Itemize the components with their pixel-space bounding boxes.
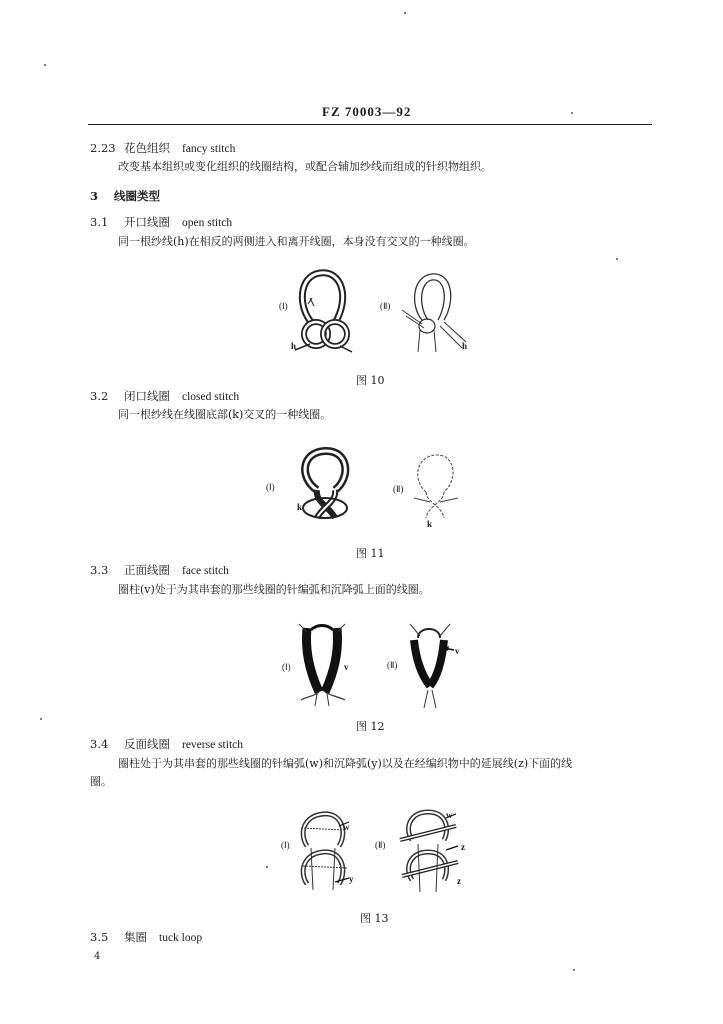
fig11-label-k-1: k <box>297 502 303 512</box>
header-rule <box>88 124 652 125</box>
scan-speck <box>266 866 268 868</box>
document-code: FZ 70003—92 <box>322 104 412 119</box>
scan-speck <box>404 12 406 14</box>
section-title-cn: 正面线圈 <box>124 563 170 577</box>
section-number: 3 <box>90 189 99 203</box>
section-2-23-heading <box>90 140 235 156</box>
fig13-label-w-2: w <box>446 810 453 820</box>
fig12-face-stitch-2-drawing <box>400 620 460 712</box>
section-title-cn: 线圈类型 <box>114 189 160 203</box>
fig12-label-v-1: v <box>344 662 349 672</box>
section-title-en: closed stitch <box>182 391 240 403</box>
section-title-cn: 反面线圈 <box>124 737 170 751</box>
section-3-2-heading <box>90 388 239 404</box>
section-2-23-text: 改变基本组织或变化组织的线圈结构，或配合辅加纱线而组成的针织物组织。 <box>118 160 492 173</box>
section-number: 3.3 <box>90 563 109 577</box>
fig13-label-y-1: y <box>349 874 354 884</box>
fig11-sub-label-1: (Ⅰ) <box>266 482 275 492</box>
section-title-en: open stitch <box>182 217 233 229</box>
fig12-caption: 图 12 <box>356 720 385 733</box>
section-3-4-text-line2: 圈。 <box>90 775 112 788</box>
section-title-cn: 集圈 <box>124 930 147 944</box>
fig11-caption: 图 11 <box>356 547 385 560</box>
section-title-en: face stitch <box>182 565 229 577</box>
section-title-cn: 开口线圈 <box>124 215 170 229</box>
section-3-2-text: 同一根纱线在线圈底部(k)交叉的一种线圈。 <box>118 408 332 421</box>
fig10-sub-label-2: (Ⅱ) <box>380 301 391 311</box>
fig12-sub-label-2: (Ⅱ) <box>387 660 398 670</box>
section-title-en: fancy stitch <box>182 143 236 155</box>
fig10-sub-label-1: (Ⅰ) <box>279 301 288 311</box>
scan-speck <box>40 718 42 720</box>
fig11-closed-stitch-2-drawing <box>410 452 462 526</box>
section-3-5-heading <box>90 929 202 945</box>
fig10-open-stitch-1-drawing <box>290 268 370 360</box>
section-number: 3.4 <box>90 737 109 751</box>
section-3-4-text-line1: 圈柱处于为其串套的那些线圈的针编弧(w)和沉降弧(y)以及在经编织物中的延展线(z)下面的线 <box>118 757 573 770</box>
section-number: 3.1 <box>90 215 109 229</box>
fig13-label-w-1: w <box>343 822 350 832</box>
fig13-caption: 图 13 <box>360 912 389 925</box>
section-title-en: tuck loop <box>159 932 203 944</box>
section-3-heading <box>90 188 172 204</box>
section-title-cn: 花色组织 <box>124 141 170 155</box>
fig13-reverse-stitch-1-drawing <box>295 808 355 892</box>
section-title-cn: 闭口线圈 <box>124 389 170 403</box>
fig13-label-z-2: z <box>457 876 461 886</box>
section-number: 2.23 <box>90 141 116 155</box>
section-number: 3.5 <box>90 930 109 944</box>
section-3-1-heading <box>90 214 232 230</box>
section-3-3-heading <box>90 562 229 578</box>
scan-speck <box>44 64 46 66</box>
scan-speck <box>616 258 618 260</box>
fig12-sub-label-1: (Ⅰ) <box>282 662 291 672</box>
fig10-caption: 图 10 <box>356 374 385 387</box>
fig13-label-z-1: z <box>461 842 465 852</box>
page-number: 4 <box>94 951 101 962</box>
fig12-face-stitch-1-drawing <box>295 620 350 712</box>
fig10-label-h-1: h <box>291 341 297 351</box>
section-3-1-text: 同一根纱线(h)在相反的两侧进入和离开线圈，本身没有交叉的一种线圈。 <box>118 235 475 248</box>
fig13-sub-label-1: (Ⅰ) <box>281 840 290 850</box>
fig11-sub-label-2: (Ⅱ) <box>393 484 404 494</box>
scan-speck <box>573 969 575 971</box>
section-title-en: reverse stitch <box>182 739 243 751</box>
fig11-closed-stitch-1-drawing <box>295 448 357 528</box>
fig11-label-k-2: k <box>427 519 433 529</box>
scan-speck <box>571 112 573 114</box>
section-number: 3.2 <box>90 389 109 403</box>
section-3-3-text: 圈柱(v)处于为其串套的那些线圈的针编弧和沉降弧上面的线圈。 <box>118 583 430 596</box>
fig10-label-h-2: h <box>462 341 468 351</box>
fig13-sub-label-2: (Ⅱ) <box>375 840 386 850</box>
section-3-4-heading <box>90 736 243 752</box>
fig12-label-v-2: v <box>455 646 460 656</box>
